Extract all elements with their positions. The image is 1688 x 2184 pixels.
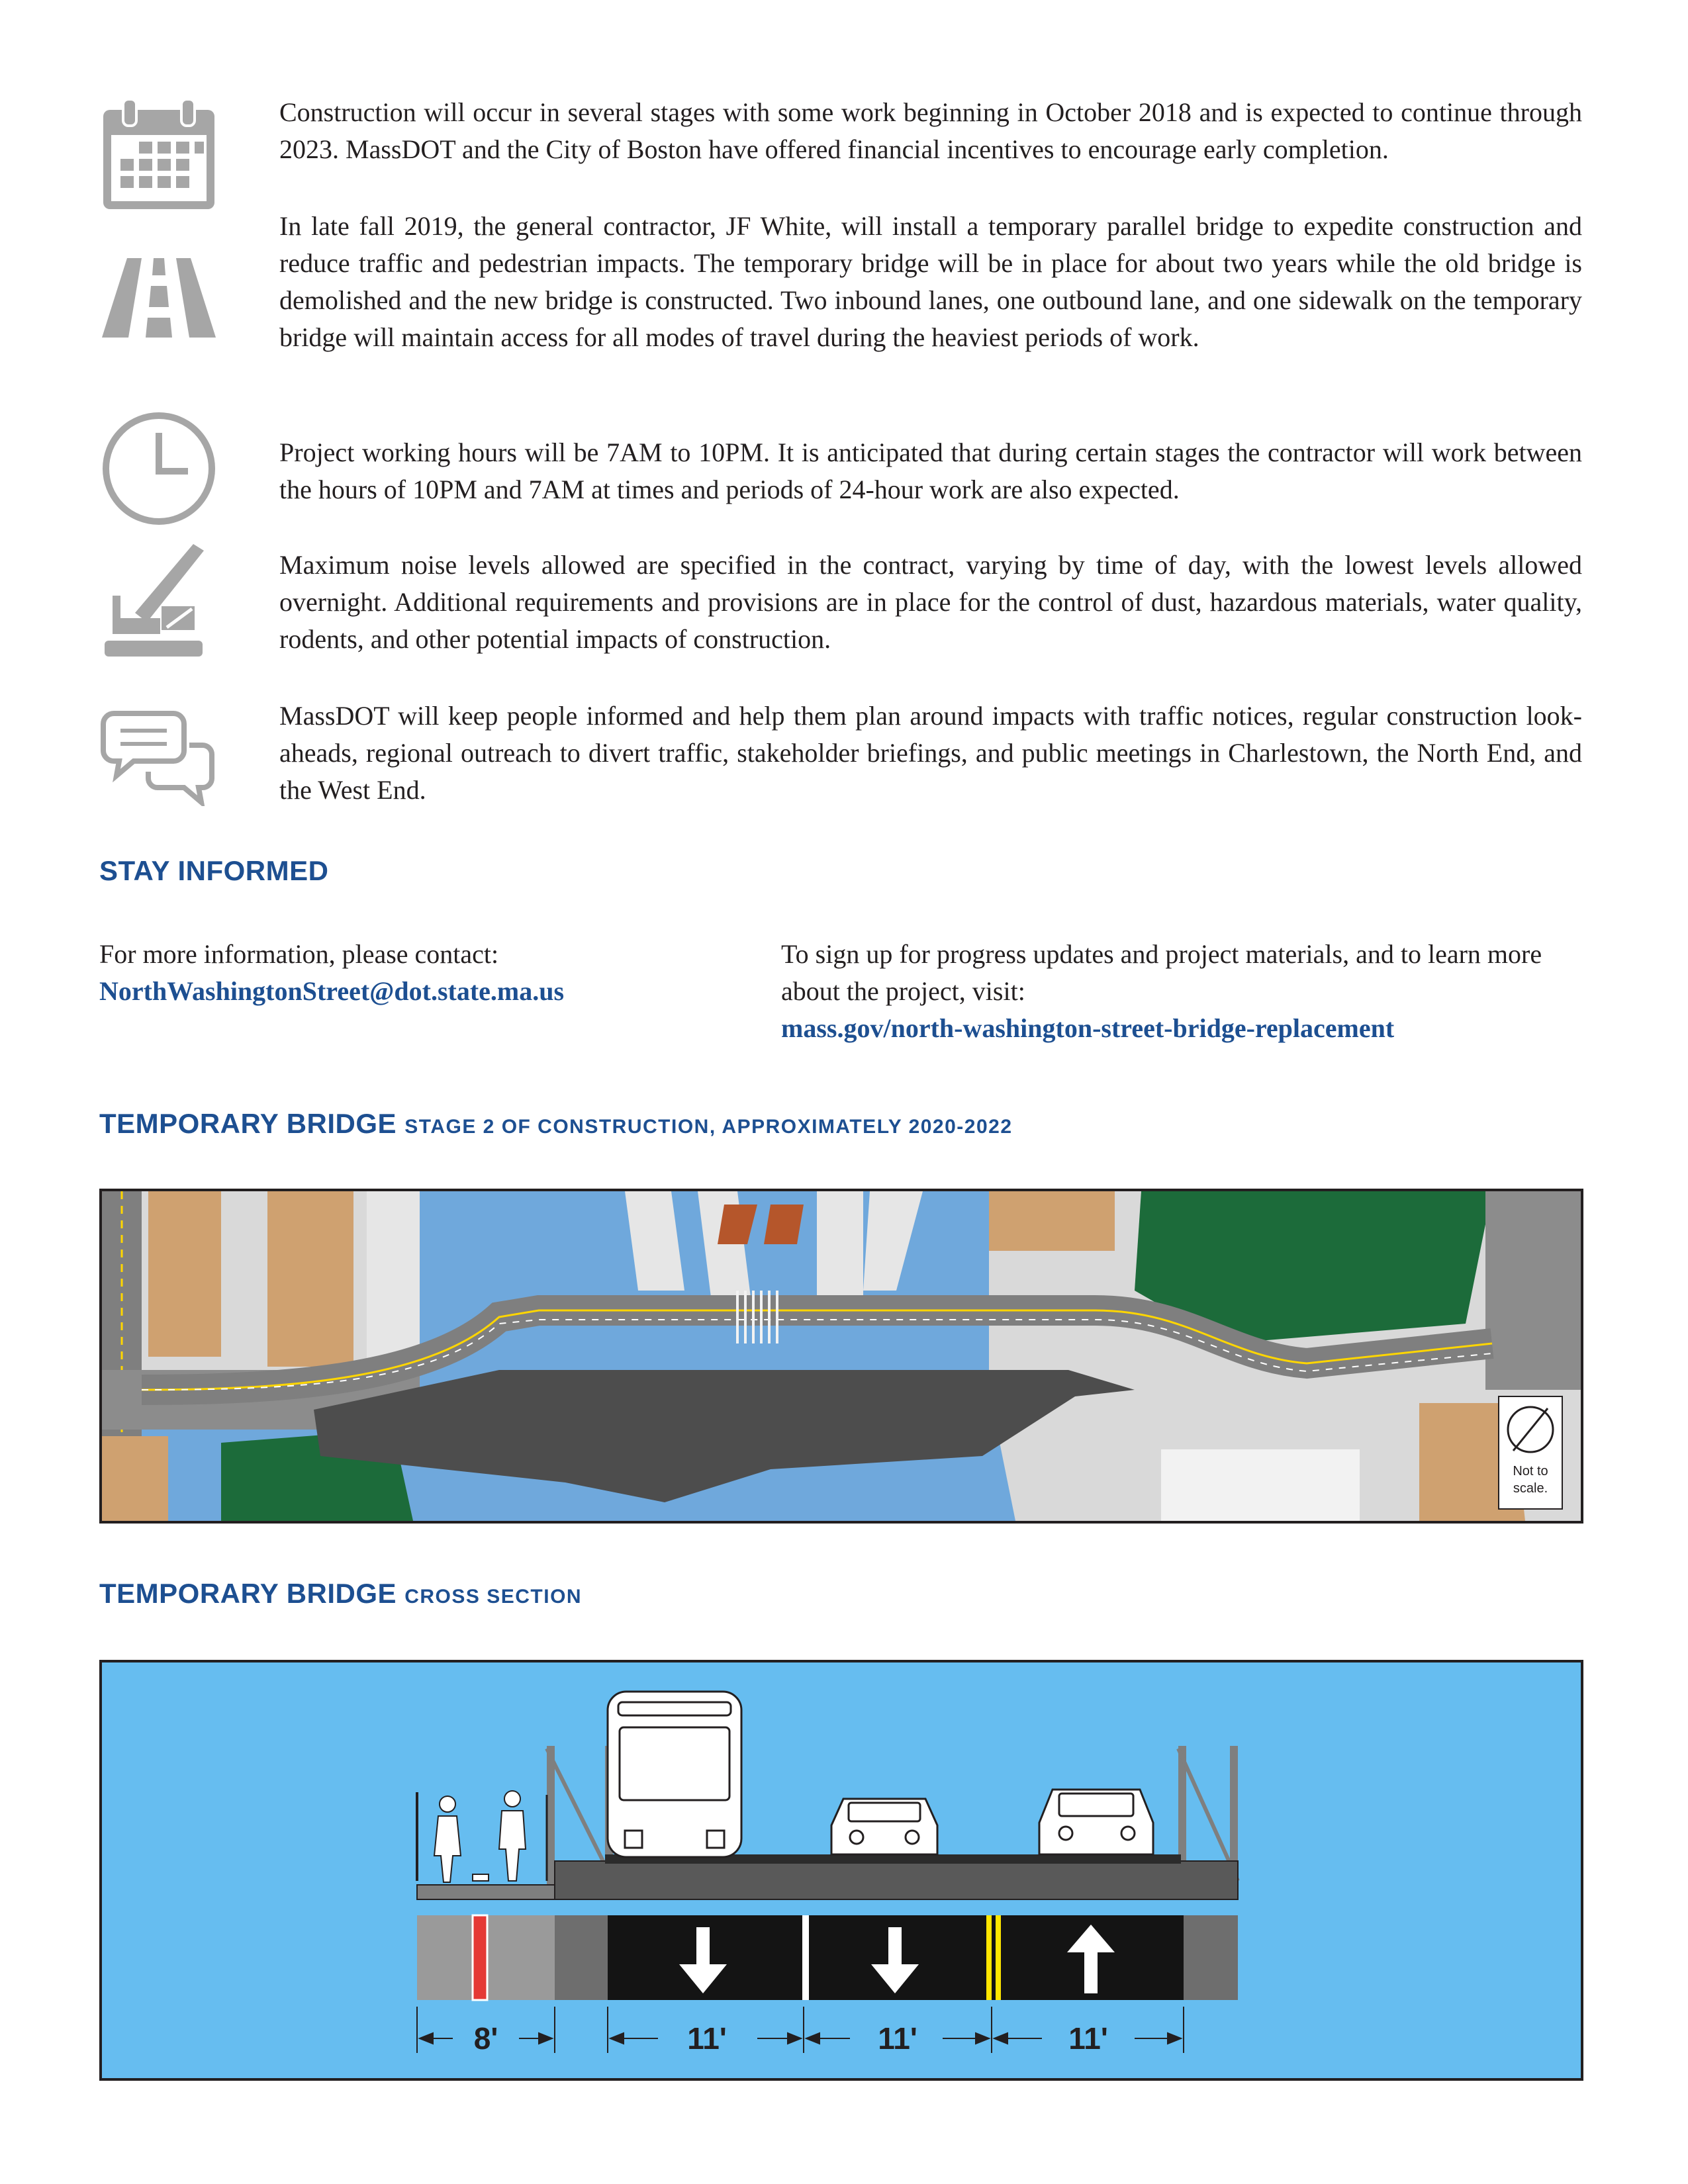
contact-label: For more information, please contact: bbox=[99, 939, 499, 969]
cross-section-diagram bbox=[99, 1660, 1583, 2081]
dimension-lane-3: 11' bbox=[1068, 2021, 1108, 2056]
contact-info bbox=[99, 936, 748, 1010]
road-icon bbox=[102, 258, 216, 338]
intro-paragraph-noise: Maximum noise levels allowed are specified in the contract, varying by time of day, with the lowest levels allowed overnight. Additional requirements and provisions are in place for the control of dust, hazardous materials, water quality, rodents, and other potential impacts of construction. bbox=[279, 550, 1582, 654]
intro-paragraph-working-hours: Project working hours will be 7AM to 10PM. It is anticipated that during certain stages the contractor will work between the hours of 10PM and 7AM at times and periods of 24-hour work are also expected. bbox=[279, 437, 1582, 504]
crane-icon bbox=[101, 544, 217, 660]
clock-icon bbox=[101, 410, 217, 527]
stay-informed-heading: STAY INFORMED bbox=[99, 855, 329, 886]
cross-section-subtitle: CROSS SECTION bbox=[404, 1586, 583, 1608]
contact-email-link[interactable]: NorthWashingtonStreet@dot.state.ma.us bbox=[99, 976, 565, 1006]
plan-view-heading bbox=[99, 1108, 1013, 1140]
intro-paragraph-schedule: Construction will occur in several stages with some work beginning in October 2018 and is expected to continue through 2023. MassDOT and the City of Boston have offered financial incentives to encourage early completion. bbox=[279, 97, 1582, 164]
cross-section-title: TEMPORARY BRIDGE bbox=[99, 1578, 397, 1609]
project-website-link[interactable]: mass.gov/north-washington-street-bridge-replacement bbox=[781, 1013, 1395, 1043]
not-to-scale-label: Not to scale. bbox=[1513, 1464, 1548, 1496]
cross-section-drawing bbox=[102, 1662, 1581, 2078]
signup-info bbox=[781, 936, 1595, 1047]
signup-label: To sign up for progress updates and project materials, and to learn more about the project, visit: bbox=[781, 939, 1542, 1006]
intro-paragraph-outreach: MassDOT will keep people informed and help them plan around impacts with traffic notices, regular construction look-aheads, regional outreach to divert traffic, stakeholder briefings, and public meetings in Charlestown, the North End, and the West End. bbox=[279, 701, 1582, 805]
calendar-icon bbox=[101, 98, 217, 212]
plan-view-map bbox=[99, 1189, 1583, 1524]
cross-section-heading bbox=[99, 1578, 582, 1610]
plan-view-title: TEMPORARY BRIDGE bbox=[99, 1108, 397, 1139]
dimension-lane-1: 11' bbox=[687, 2021, 727, 2056]
plan-view-subtitle: STAGE 2 OF CONSTRUCTION, APPROXIMATELY 2020-2022 bbox=[404, 1116, 1013, 1138]
plan-view-drawing bbox=[102, 1191, 1581, 1521]
dimension-lane-2: 11' bbox=[878, 2021, 917, 2056]
speech-bubbles-icon bbox=[101, 707, 217, 806]
dimension-sidewalk: 8' bbox=[473, 2021, 498, 2056]
intro-paragraph-temporary-bridge: In late fall 2019, the general contractor, JF White, will install a temporary parallel bridge to expedite construction and reduce traffic and pedestrian impacts. The temporary bridge will be in place for about two years while the old bridge is demolished and the new bridge is constructed. Two inbound lanes, one outbound lane, and one sidewalk on the temporary bridge will maintain access for all modes of travel during the heaviest periods of work. bbox=[279, 211, 1582, 352]
